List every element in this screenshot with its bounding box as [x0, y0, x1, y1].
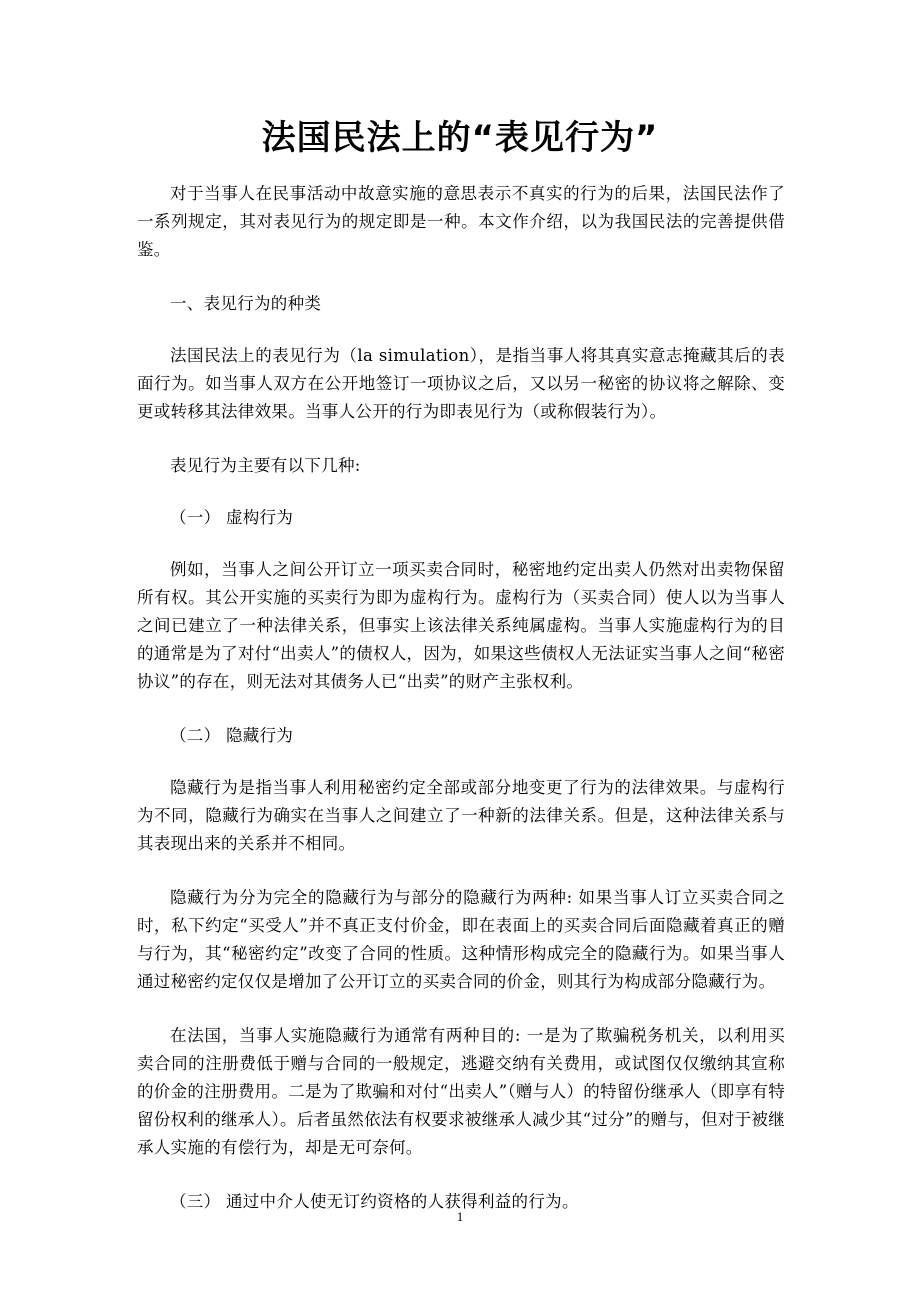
paragraph-definition: 法国民法上的表见行为（la simulation），是指当事人将其真实意志掩藏其后的表面行为。如当事人双方在公开地签订一项协议之后，又以另一秘密的协议将之解除、变更或转移其法律效果。当事人公开的行为即表见行为（或称假装行为）。 [137, 346, 785, 421]
subheading-concealed-act: （二） 隐藏行为 [170, 726, 294, 745]
paragraph-types-intro: 表见行为主要有以下几种: [170, 456, 361, 475]
page-title: 法国民法上的“表见行为” [261, 118, 659, 158]
section-heading-1: 一、表见行为的种类 [170, 294, 322, 313]
paragraph-concealed-act-types: 隐藏行为分为完全的隐藏行为与部分的隐藏行为两种: 如果当事人订立买卖合同之时，私下约定“买受人”并不真正支付价金，即在表面上的买卖合同后面隐藏着真正的赠与行为，其“秘密约定”改变了合同的性质。这种情形构成完全的隐藏行为。如果当事人通过秘密约定仅仅是增加了公开订立的买卖合同的价金，则其行为构成部分隐藏行为。 [137, 888, 785, 991]
page-number: 1 [456, 1209, 464, 1224]
document-body [137, 180, 785, 1240]
paragraph-concealed-act-purposes: 在法国，当事人实施隐藏行为通常有两种目的: 一是为了欺骗税务机关，以利用买卖合同的注册费低于赠与合同的一般规定，逃避交纳有关费用，或试图仅仅缴纳其宣称的价金的注册费用。二是为了欺骗和对付“出卖人”（赠与人）的特留份继承人（即享有特留份权利的继承人）。后者虽然依法有权要求被继承人减少其“过分”的赠与，但对于被继承人实施的有偿行为，却是无可奈何。 [137, 1026, 785, 1157]
paragraph-intro: 对于当事人在民事活动中故意实施的意思表示不真实的行为的后果，法国民法作了一系列规定，其对表见行为的规定即是一种。本文作介绍，以为我国民法的完善提供借鉴。 [137, 184, 785, 259]
subheading-fictitious-act: （一） 虚构行为 [170, 508, 294, 527]
paragraph-fictitious-act: 例如，当事人之间公开订立一项买卖合同时，秘密地约定出卖人仍然对出卖物保留所有权。其公开实施的买卖行为即为虚构行为。虚构行为（买卖合同）使人以为当事人之间已建立了一种法律关系，但事实上该法律关系纯属虚构。当事人实施虚构行为的目的通常是为了对付“出卖人”的债权人，因为，如果这些债权人无法证实当事人之间“秘密协议”的存在，则无法对其债务人已“出卖”的财产主张权利。 [137, 560, 785, 691]
paragraph-concealed-act: 隐藏行为是指当事人利用秘密约定全部或部分地变更了行为的法律效果。与虚构行为不同，隐藏行为确实在当事人之间建立了一种新的法律关系。但是，这种法律关系与其表现出来的关系并不相同。 [137, 778, 785, 853]
subheading-intermediary-act: （三） 通过中介人使无订约资格的人获得利益的行为。 [170, 1192, 579, 1211]
